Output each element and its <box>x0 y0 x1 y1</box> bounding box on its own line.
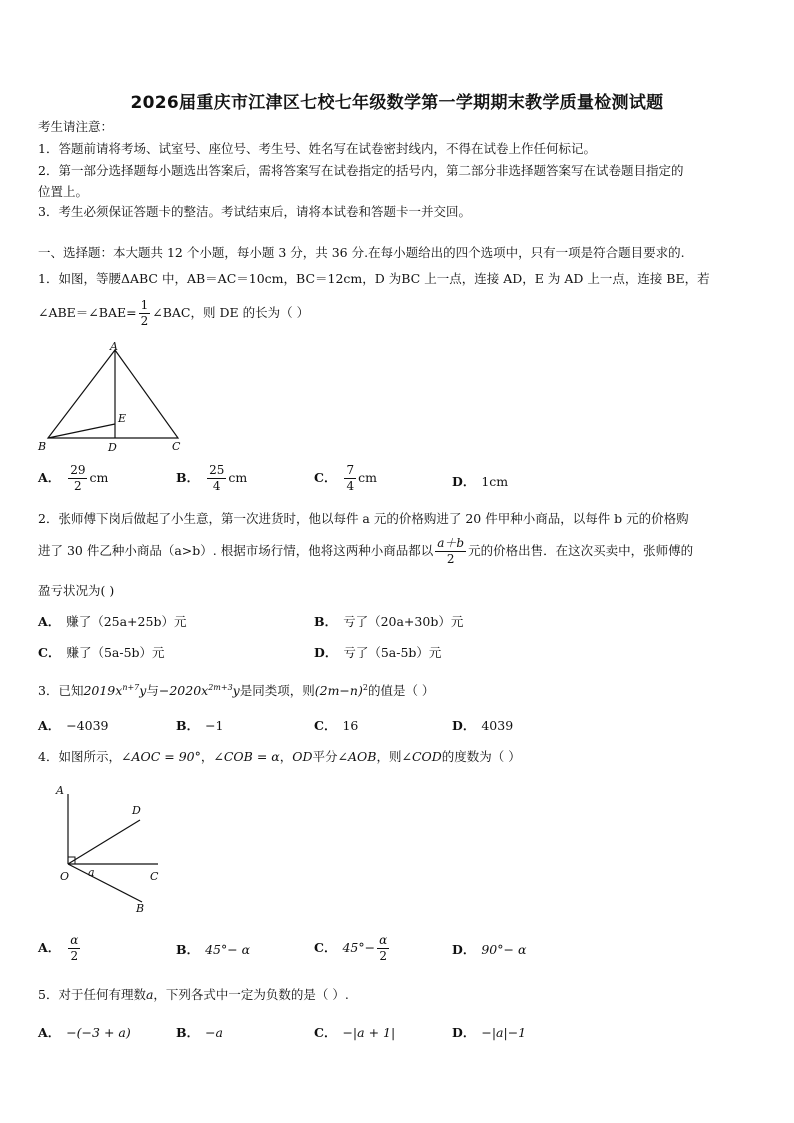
q2-option-c[interactable] <box>38 644 165 662</box>
q5-post: ，下列各式中一定为负数的是（ ）. <box>153 987 349 1002</box>
q4-label-b: B <box>136 902 145 915</box>
q4-option-b-label: B． <box>176 942 200 957</box>
q1-post: ∠BAC，则 DE 的长为（ ） <box>152 305 310 320</box>
q2-option-b-text: 亏了（20a+30b）元 <box>343 614 464 629</box>
notice-item-3: 3．考生必须保证答题卡的整洁。考试结束后，请将本试卷和答题卡一并交回。 <box>38 204 471 219</box>
q2-option-a[interactable] <box>38 613 186 631</box>
q4-label-a: A <box>56 784 64 797</box>
q1-option-b-label: B． <box>176 470 200 485</box>
q4-label-d: D <box>132 804 141 817</box>
q5-option-d[interactable] <box>452 1024 526 1042</box>
q4-option-c-pre: 45°− <box>342 940 376 955</box>
q3-option-c-text: 16 <box>342 718 359 733</box>
q2-option-b-label: B． <box>314 614 338 629</box>
q3-option-b[interactable] <box>176 717 224 735</box>
q3-mid2: 是同类项，则 <box>239 683 315 699</box>
q2-option-a-text: 赚了（25a+25b）元 <box>66 614 187 629</box>
q4-text <box>38 748 521 766</box>
q1-label-d: D <box>108 441 117 454</box>
q3-term2-exp: 2m+3 <box>208 683 233 692</box>
q4-label-c: C <box>150 870 159 883</box>
q2-text-line2 <box>38 536 693 567</box>
q4-option-c-label: C． <box>314 940 337 955</box>
q1-option-b-unit: cm <box>228 470 248 485</box>
q4-cond3: OD <box>292 749 313 764</box>
q4-option-d[interactable] <box>452 941 526 959</box>
q5-option-b-text: −a <box>205 1025 224 1040</box>
q4-option-c-frac <box>377 933 389 964</box>
q5-text <box>38 986 349 1004</box>
q2-post: 元的价格出售．在这次买卖中，张师傅的 <box>468 543 694 558</box>
q5-option-b-label: B． <box>176 1025 200 1040</box>
q5-option-c-text: −|a + 1| <box>342 1025 396 1040</box>
q1-label-a: A <box>110 340 118 353</box>
q3-expr: (2m−n) <box>314 683 363 699</box>
q4-cond1: ∠AOC = 90° <box>120 749 201 764</box>
q2-text-line1: 2．张师傅下岗后做起了小生意，第一次进货时，他以每件 a 元的价格购进了 20 件甲种小商品，以每件 b 元的价格购 <box>38 511 689 526</box>
q3-option-c-label: C． <box>314 718 337 733</box>
notice-item-2: 2．第一部分选择题每小题选出答案后，需将答案写在试卷指定的括号内，第二部分非选择题答案写在试卷题目指定的 <box>38 163 684 178</box>
q3-term1-y: y <box>139 683 147 699</box>
q1-option-c-num: 7 <box>346 463 355 477</box>
q3-post: 的值是（ ） <box>367 683 435 699</box>
q4-cond4: ∠AOB <box>337 749 377 764</box>
q4-angle-figure <box>50 780 180 920</box>
q1-frac-num: 1 <box>140 298 149 312</box>
q2-option-b[interactable] <box>314 613 463 631</box>
q1-option-a-num: 29 <box>70 463 86 477</box>
q5-option-d-text: −|a|−1 <box>481 1025 527 1040</box>
q1-option-d[interactable] <box>452 473 508 491</box>
q2-frac-num: a＋b <box>437 536 465 550</box>
q2-option-d[interactable] <box>314 644 441 662</box>
q3-text <box>38 679 434 700</box>
q5-option-c[interactable] <box>314 1024 395 1042</box>
q4-option-a[interactable] <box>38 933 82 964</box>
q4-option-d-text: 90°− α <box>481 942 527 957</box>
q5-pre: 5．对于任何有理数 <box>38 987 146 1002</box>
q2-option-d-label: D． <box>314 645 338 660</box>
q2-option-c-label: C． <box>38 645 61 660</box>
q4-option-a-label: A． <box>38 940 61 955</box>
q4-option-b[interactable] <box>176 941 250 959</box>
q4-option-a-den: 2 <box>70 949 79 963</box>
q1-label-c: C <box>172 440 181 453</box>
q1-option-a-unit: cm <box>89 470 109 485</box>
q3-option-a-text: −4039 <box>66 718 109 733</box>
q3-option-a[interactable] <box>38 717 109 735</box>
q5-option-c-label: C． <box>314 1025 337 1040</box>
q4-sep1: ， <box>200 749 214 764</box>
q4-pre: 4．如图所示， <box>38 749 121 764</box>
q1-triangle-figure <box>30 338 190 458</box>
q1-label-b: B <box>38 440 47 453</box>
q2-fraction <box>435 536 466 567</box>
q3-term1-exp: n+7 <box>122 683 140 692</box>
q3-term2: −2020x <box>158 683 209 699</box>
q1-text-line1: 1．如图，等腰ΔABC 中，AB＝AC＝10cm，BC＝12cm，D 为BC 上一点，连接 AD，E 为 AD 上一点，连接 BE，若 <box>38 271 710 286</box>
page-title: 2026届重庆市江津区七校七年级数学第一学期期末教学质量检测试题 <box>130 93 664 113</box>
q3-expr-exp: 2 <box>362 683 368 692</box>
q4-option-c[interactable] <box>314 933 391 964</box>
q1-pre: ∠ABE＝∠BAE= <box>38 305 137 320</box>
q2-text-line3: 盈亏状况为( ) <box>38 583 115 598</box>
notice-item-1: 1．答题前请将考场、试室号、座位号、考生号、姓名写在试卷密封线内，不得在试卷上作任何标记。 <box>38 141 596 156</box>
q4-option-b-text: 45°− α <box>205 942 251 957</box>
q1-option-d-text: 1cm <box>481 474 509 489</box>
q5-option-d-label: D． <box>452 1025 476 1040</box>
q3-term1: 2019x <box>83 683 123 699</box>
q3-pre: 3．已知 <box>38 683 84 699</box>
q3-option-c[interactable] <box>314 717 358 735</box>
q1-option-a-frac <box>68 463 87 494</box>
q3-option-d-label: D． <box>452 718 476 733</box>
notice-heading: 考生请注意： <box>38 119 114 134</box>
q1-option-b-den: 4 <box>212 479 221 493</box>
q2-option-c-text: 赚了（5a-5b）元 <box>66 645 165 660</box>
q5-option-a[interactable] <box>38 1024 131 1042</box>
q1-option-a[interactable] <box>38 463 108 494</box>
q1-option-c-label: C． <box>314 470 337 485</box>
notice-item-2-cont: 位置上。 <box>38 184 89 199</box>
q3-option-a-label: A． <box>38 718 61 733</box>
q1-option-d-label: D． <box>452 474 476 489</box>
q1-option-c-den: 4 <box>346 479 355 493</box>
q3-option-b-text: −1 <box>205 718 224 733</box>
q4-sep4: ，则 <box>376 749 402 764</box>
q4-option-c-num: α <box>379 933 388 947</box>
q5-var: a <box>145 987 154 1002</box>
q5-option-a-text: −(−3 + a) <box>66 1025 131 1040</box>
q4-label-o: O <box>60 870 70 883</box>
q4-option-a-frac <box>68 933 80 964</box>
q1-option-b[interactable] <box>176 463 247 494</box>
q2-option-a-label: A． <box>38 614 61 629</box>
q1-option-c-unit: cm <box>358 470 377 485</box>
q1-option-c[interactable] <box>314 463 377 494</box>
q1-frac-den: 2 <box>140 314 149 328</box>
q3-option-b-label: B． <box>176 718 200 733</box>
q4-cond5: ∠COD <box>401 749 442 764</box>
section-heading: 一、选择题：本大题共 12 个小题，每小题 3 分，共 36 分.在每小题给出的四个选项中，只有一项是符合题目要求的. <box>38 245 685 260</box>
q1-option-b-frac <box>207 463 226 494</box>
q4-option-d-label: D． <box>452 942 476 957</box>
q1-label-e: E <box>118 412 127 425</box>
q4-option-c-den: 2 <box>379 949 387 963</box>
q2-frac-den: 2 <box>446 552 455 566</box>
q5-option-b[interactable] <box>176 1024 223 1042</box>
q1-text-line2 <box>38 298 309 329</box>
q4-sep3: 平分 <box>312 749 338 764</box>
q3-option-d-text: 4039 <box>481 718 514 733</box>
q1-option-a-den: 2 <box>74 479 82 493</box>
q4-option-a-num: α <box>70 933 79 947</box>
q4-label-alpha: a <box>88 866 95 879</box>
q5-option-a-label: A． <box>38 1025 61 1040</box>
q1-option-a-label: A． <box>38 470 61 485</box>
q2-option-d-text: 亏了（5a-5b）元 <box>343 645 442 660</box>
q2-pre: 进了 30 件乙种小商品（a>b）. 根据市场行情，他将这两种小商品都以 <box>38 543 434 558</box>
q1-option-c-frac <box>344 463 356 494</box>
q3-mid: 与 <box>146 683 159 699</box>
q1-fraction <box>139 298 151 329</box>
q4-cond2: ∠COB = α <box>213 749 280 764</box>
q3-option-d[interactable] <box>452 717 513 735</box>
q4-sep2: ， <box>279 749 293 764</box>
q1-option-b-num: 25 <box>209 463 225 477</box>
q4-post: 的度数为（ ） <box>441 749 521 764</box>
q3-term2-y: y <box>232 683 240 699</box>
